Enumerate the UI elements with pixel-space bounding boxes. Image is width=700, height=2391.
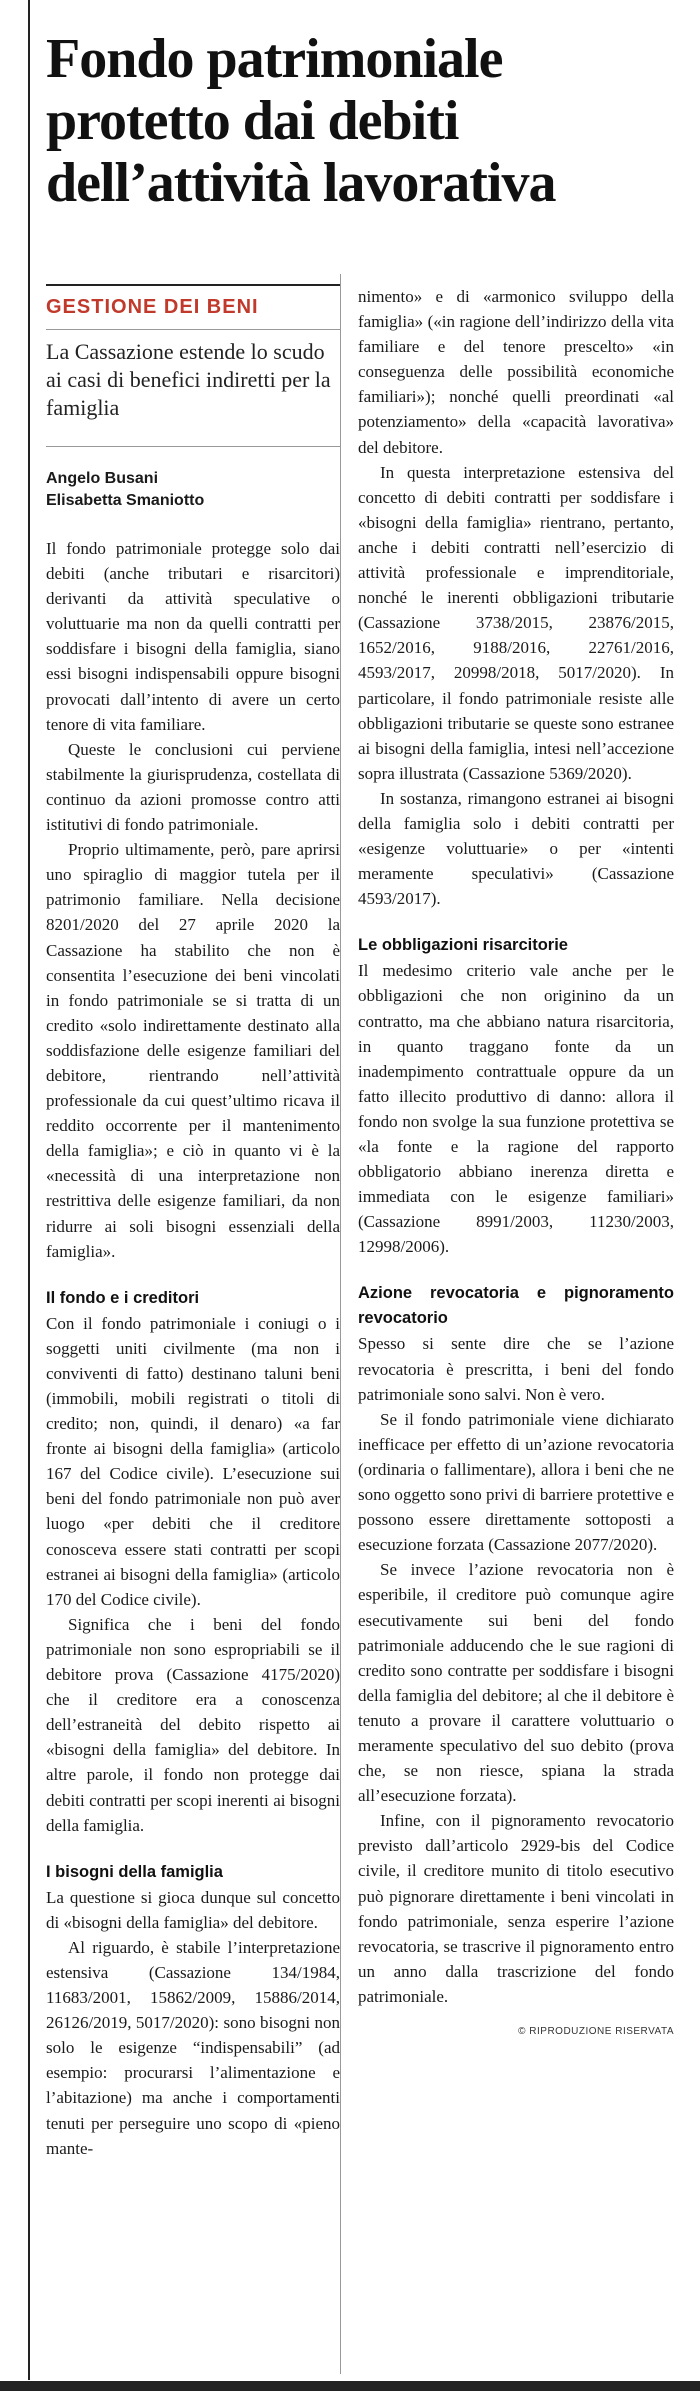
body-paragraph: Queste le conclusioni cui perviene stabilmente la giurisprudenza, costellata di continuo da azioni promosse contro atti istitutivi di fondo patrimoniale. bbox=[46, 739, 340, 835]
section-heading: Il fondo e i creditori bbox=[46, 1288, 200, 1307]
headline: Fondo patrimoniale protetto dai debiti dell’attività lavorativa bbox=[46, 28, 556, 214]
left-column-body bbox=[46, 536, 340, 2161]
right-column-body bbox=[358, 284, 674, 2044]
body-paragraph: In questa interpretazione estensiva del concetto di debiti contratti per soddisfare i «bisogni della famiglia» rientrano, pertanto, anche i debiti contratti nell’esercizio di attività professionale e imprenditoriale, nonché le inerenti obbligazioni tributarie (Cassazione 3738/2015, 23876/2015, 1652/2016, 9188/2016, 22761/2016, 4593/2017, 20998/2018, 5017/2020). In particolare, il fondo patrimoniale resiste alle obbligazioni tributarie se queste sono estranee ai bisogni della famiglia, intesi nell’accezione sopra illustrata (Cassazione 5369/2020). bbox=[358, 462, 674, 783]
body-paragraph: Il medesimo criterio vale anche per le obbligazioni che non originino da un contratto, ma che abbiano natura risarcitoria, in quanto traggano fonte da un inadempimento contrattuale oppure da un fatto illecito produttivo di danno: allora il fondo non svolge la sua funzione protettiva se «la fonte e la ragione del rapporto obbligatorio abbiano inerenza diretta e immediata con le esigenze familiari» (Cassazione 8991/2003, 11230/2003, 12998/2006). bbox=[358, 961, 674, 1257]
body-paragraph: La questione si gioca dunque sul concetto di «bisogni della famiglia» del debitore. bbox=[46, 1887, 340, 1932]
body-paragraph: Se il fondo patrimoniale viene dichiarato inefficace per effetto di un’azione revocatoria (ordinaria o fallimentare), allora i beni che ne sono oggetto sono privi di barriere protettive e possono essere direttamente sottoposti a esecuzione forzata (Cassazione 2077/2020). bbox=[358, 1409, 674, 1555]
section-gap bbox=[358, 1259, 674, 1281]
section-gap bbox=[46, 1264, 340, 1286]
section-heading: I bisogni della famiglia bbox=[46, 1862, 223, 1881]
body-paragraph: Con il fondo patrimoniale i coniugi o i soggetti uniti civilmente (ma non i conviventi di fatto) destinano taluni beni (immobili, mobili registrati o titoli di credito; non, quindi, il denaro) «a far fronte ai bisogni della famiglia» (articolo 167 del Codice civile). L’esecuzione sui beni del fondo patrimoniale non può aver luogo «per debiti che il creditore conosceva essere stati contratti per scopi estranei ai bisogni della famiglia» (articolo 170 del Codice civile). bbox=[46, 1313, 340, 1609]
body-paragraph: Se invece l’azione revocatoria non è esperibile, il creditore può comunque agire esecutivamente sui beni del fondo patrimoniale adducendo che le sue ragioni di credito sono contratte per soddisfare i bisogni della famiglia del debitore; al che il debitore è tenuto a provare il carattere voluttuario o meramente speculativo del suo debito (prova che, se non riesce, spiana la strada all’esecuzione forzata). bbox=[358, 1560, 674, 1806]
bottom-rule bbox=[0, 2381, 700, 2391]
copyright-notice: © RIPRODUZIONE RISERVATA bbox=[518, 2026, 674, 2037]
body-paragraph: nimento» e di «armonico sviluppo della famiglia» («in ragione dell’indirizzo della vita familiare e del tenore prescelto» «in conseguenza delle possibilità economiche familiari»); nonché quelli preordinati «al potenziamento» della «capacità lavorativa» del debitore. bbox=[358, 287, 674, 457]
section-gap bbox=[358, 911, 674, 933]
author-name: Elisabetta Smaniotto bbox=[46, 492, 205, 509]
author-name: Angelo Busani bbox=[46, 470, 159, 487]
body-paragraph: In sostanza, rimangono estranei ai bisogni della famiglia solo i debiti contratti per «esigenze voluttuarie» o per «intenti meramente speculativi» (Cassazione 4593/2017). bbox=[358, 788, 674, 909]
section-gap bbox=[46, 1838, 340, 1860]
section-tag: GESTIONE DEI BENI bbox=[46, 296, 259, 318]
body-paragraph: Infine, con il pignoramento revocatorio previsto dall’articolo 2929-bis del Codice civile, il creditore munito di titolo esecutivo può pignorare direttamente i beni vincolati in fondo patrimoniale, senza esperire l’azione revocatoria, se trascrive il pignoramento entro un anno dalla trascrizione del fondo patrimoniale. bbox=[358, 1811, 674, 2006]
section-bottom-rule bbox=[46, 329, 340, 330]
body-paragraph: Al riguardo, è stabile l’interpretazione estensiva (Cassazione 134/1984, 11683/2001, 15862/2009, 15886/2014, 26126/2019, 5017/2020): sono bisogni non solo le esigenze “indispensabili” (ad esempio: procurarsi l’alimentazione e l’abitazione) ma anche i comportamenti tenuti per perseguire uno scopo di «pieno mante- bbox=[46, 1937, 340, 2158]
section-tag-box bbox=[46, 284, 340, 330]
body-paragraph: Proprio ultimamente, però, pare aprirsi uno spiraglio di maggior tutela per il patrimonio familiare. Nella decisione 8201/2020 del 27 aprile 2020 la Cassazione ha stabilito che non è consentita l’esecuzione dei beni vincolati in fondo patrimoniale se si tratta di un credito «solo indirettamente destinato alla soddisfazione delle esigenze familiari del debitore, rientrando nell’attività professionale da cui quest’ultimo ricava il reddito occorrente per il mantenimento della famiglia»; e ciò in quanto vi è la «necessità di una interpretazione non restrittiva delle esigenze familiari, da non ridurre ai soli bisogni essenziali della famiglia». bbox=[46, 840, 340, 1261]
left-margin-rule bbox=[28, 0, 30, 2380]
body-paragraph: Spesso si sente dire che se l’azione revocatoria è prescritta, i beni del fondo patrimoniale sono salvi. Non è vero. bbox=[358, 1334, 674, 1404]
section-heading: Le obbligazioni risarcitorie bbox=[358, 936, 568, 955]
byline bbox=[46, 468, 336, 512]
subhead: La Cassazione estende lo scudo ai casi di benefici indiretti per la famiglia bbox=[46, 339, 331, 420]
column-divider bbox=[340, 274, 341, 2374]
section-top-rule bbox=[46, 284, 340, 286]
section-heading: Azione revocatoria e pignoramento revocatorio bbox=[358, 1284, 674, 1328]
subhead-rule bbox=[46, 446, 340, 447]
body-paragraph: Significa che i beni del fondo patrimoniale non sono espropriabili se il debitore prova (Cassazione 4175/2020) che il creditore era a conoscenza dell’estraneità del debito rispetto ai «bisogni della famiglia» del debitore. In altre parole, il fondo non protegge dai debiti contratti per scopi inerenti ai bisogni della famiglia. bbox=[46, 1614, 340, 1835]
body-paragraph: Il fondo patrimoniale protegge solo dai debiti (anche tributari e risarcitori) derivanti da attività speculative o voluttuarie ma non da quelli contratti per soddisfare i bisogni della famiglia, siano essi bisogni indispensabili oppure bisogni provocati dall’intento di avere un certo tenore di vita familiare. bbox=[46, 539, 340, 734]
